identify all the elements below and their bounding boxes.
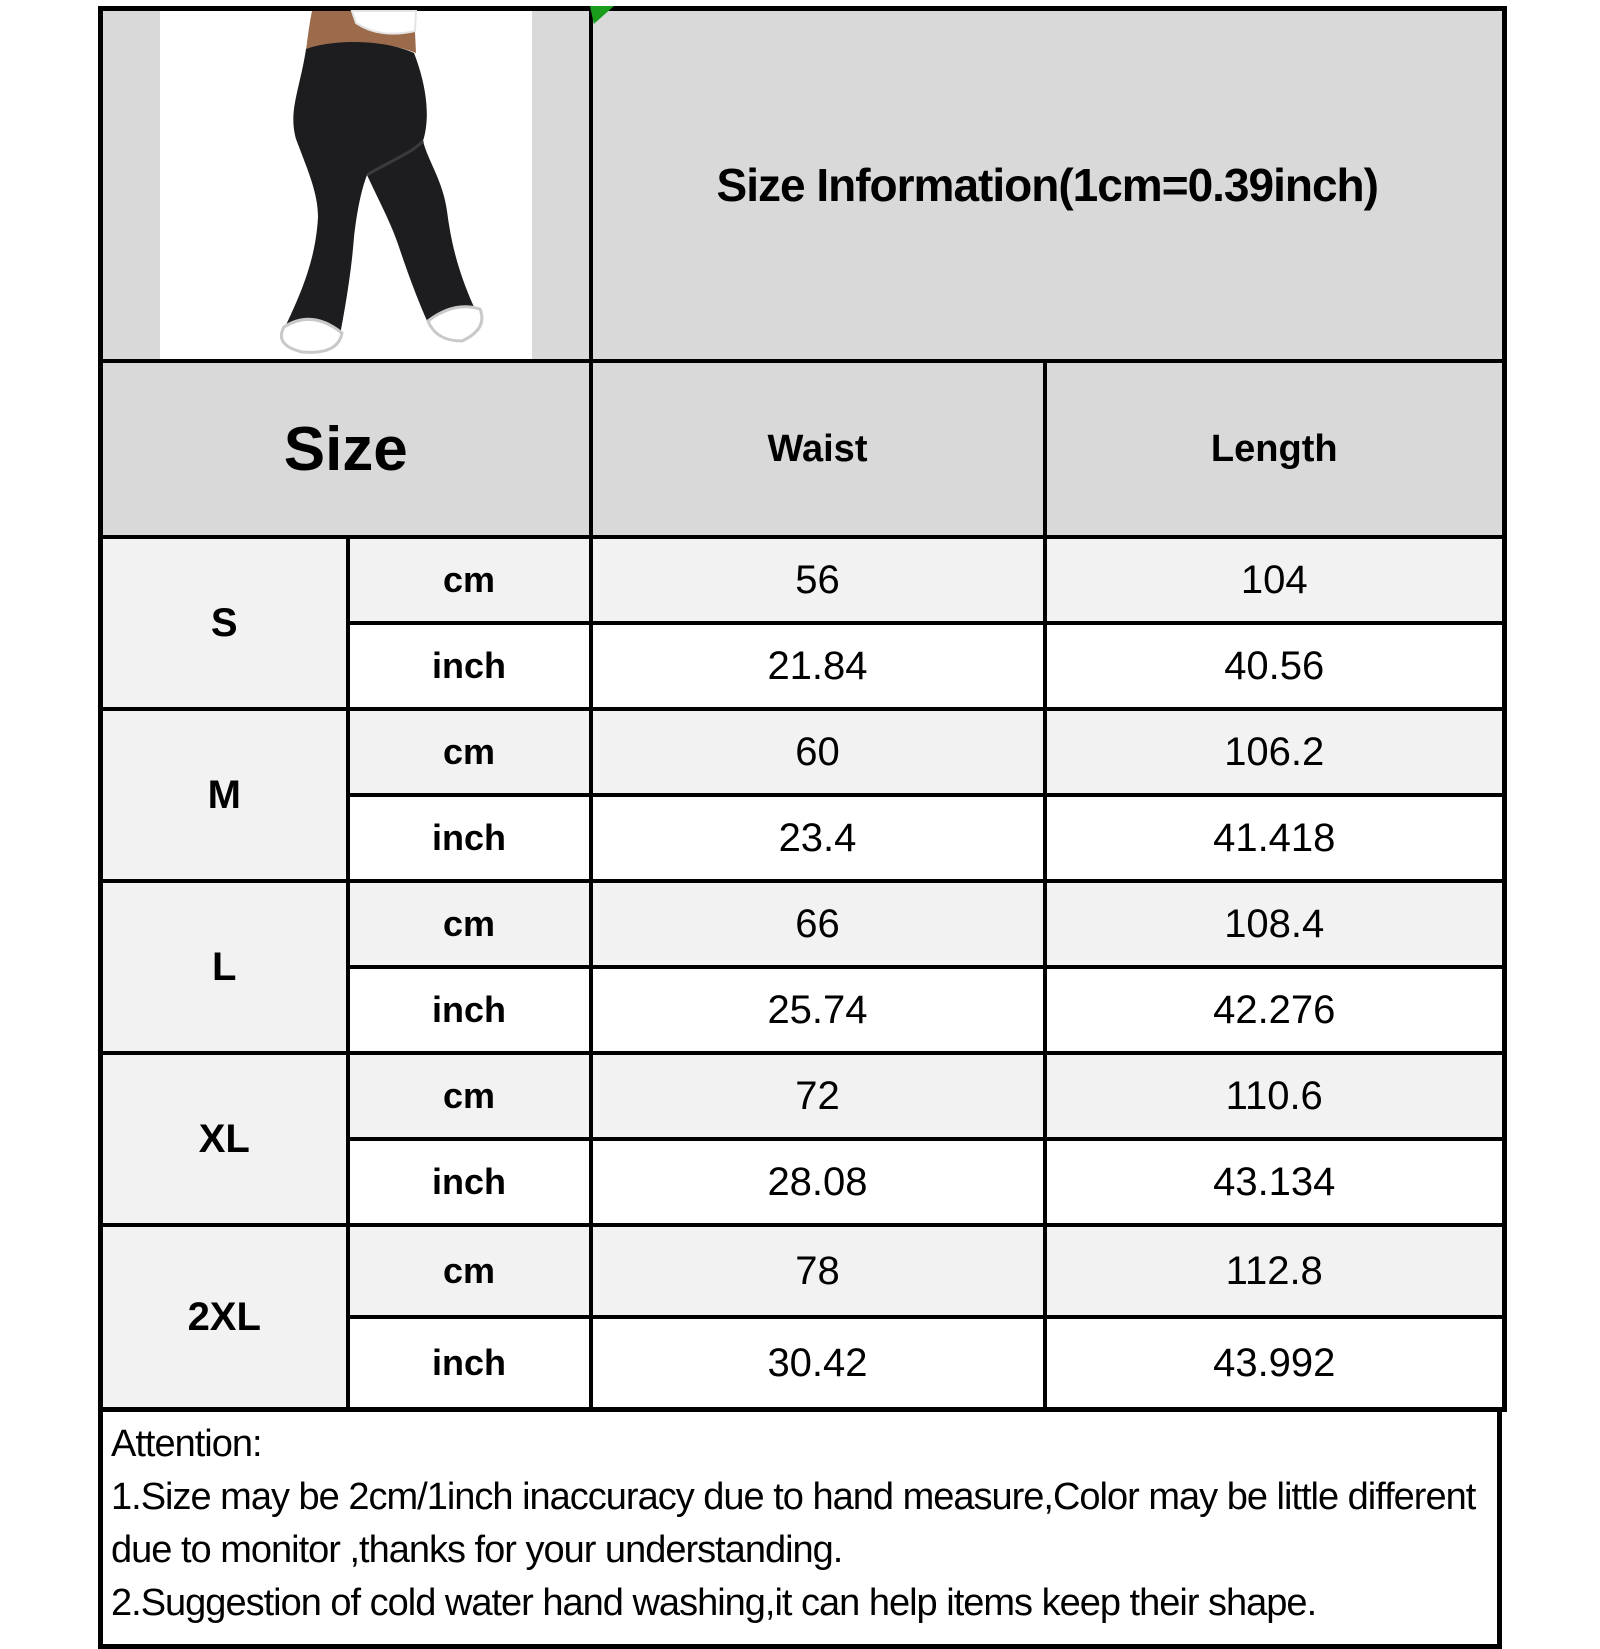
- table-row-m-cm: [101, 709, 1505, 795]
- attention-heading: Attention:: [111, 1423, 262, 1465]
- waist-cm-value-l: 66: [591, 881, 1045, 967]
- pants-illustration: [160, 11, 532, 359]
- length-inch-value-2xl: 43.992: [1045, 1317, 1505, 1410]
- column-header-size: Size: [101, 361, 591, 537]
- unit-label-inch: inch: [348, 1317, 591, 1410]
- size-table: [98, 6, 1507, 1412]
- table-row-s-cm: [101, 537, 1505, 623]
- unit-label-inch: inch: [348, 795, 591, 881]
- length-inch-value-s: 40.56: [1045, 623, 1505, 709]
- length-cm-value-m: 106.2: [1045, 709, 1505, 795]
- product-photo-cell: [101, 9, 591, 362]
- table-row-l-cm: [101, 881, 1505, 967]
- top-row: [101, 9, 1505, 362]
- unit-label-cm: cm: [348, 537, 591, 623]
- attention-line-2: 2.Suggestion of cold water hand washing,it can help items keep their shape.: [111, 1582, 1317, 1624]
- column-header-waist: Waist: [591, 361, 1045, 537]
- table-row-2xl-cm: [101, 1225, 1505, 1317]
- unit-label-cm: cm: [348, 881, 591, 967]
- size-label-m: M: [101, 709, 348, 881]
- unit-label-cm: cm: [348, 709, 591, 795]
- page-title: Size Information(1cm=0.39inch): [716, 159, 1378, 211]
- length-inch-value-m: 41.418: [1045, 795, 1505, 881]
- unit-label-cm: cm: [348, 1053, 591, 1139]
- waist-cm-value-s: 56: [591, 537, 1045, 623]
- waist-inch-value-l: 25.74: [591, 967, 1045, 1053]
- waist-inch-value-m: 23.4: [591, 795, 1045, 881]
- table-row-xl-cm: [101, 1053, 1505, 1139]
- header-row: [101, 361, 1505, 537]
- waist-inch-value-s: 21.84: [591, 623, 1045, 709]
- product-photo: [160, 11, 532, 359]
- length-cm-value-xl: 110.6: [1045, 1053, 1505, 1139]
- waist-cm-value-m: 60: [591, 709, 1045, 795]
- unit-label-inch: inch: [348, 623, 591, 709]
- unit-label-cm: cm: [348, 1225, 591, 1317]
- unit-label-inch: inch: [348, 967, 591, 1053]
- attention-note: [98, 1412, 1502, 1649]
- waist-cm-value-xl: 72: [591, 1053, 1045, 1139]
- size-information-title-cell: [591, 9, 1505, 362]
- size-label-s: S: [101, 537, 348, 709]
- length-inch-value-l: 42.276: [1045, 967, 1505, 1053]
- attention-line-1: 1.Size may be 2cm/1inch inaccuracy due to hand measure,Color may be little different due to monitor ,thanks for your understanding.: [111, 1476, 1476, 1571]
- waist-cm-value-2xl: 78: [591, 1225, 1045, 1317]
- length-cm-value-s: 104: [1045, 537, 1505, 623]
- size-label-l: L: [101, 881, 348, 1053]
- unit-label-inch: inch: [348, 1139, 591, 1225]
- length-inch-value-xl: 43.134: [1045, 1139, 1505, 1225]
- size-label-xl: XL: [101, 1053, 348, 1225]
- size-label-2xl: 2XL: [101, 1225, 348, 1410]
- column-header-length: Length: [1045, 361, 1505, 537]
- waist-inch-value-xl: 28.08: [591, 1139, 1045, 1225]
- waist-inch-value-2xl: 30.42: [591, 1317, 1045, 1410]
- length-cm-value-l: 108.4: [1045, 881, 1505, 967]
- length-cm-value-2xl: 112.8: [1045, 1225, 1505, 1317]
